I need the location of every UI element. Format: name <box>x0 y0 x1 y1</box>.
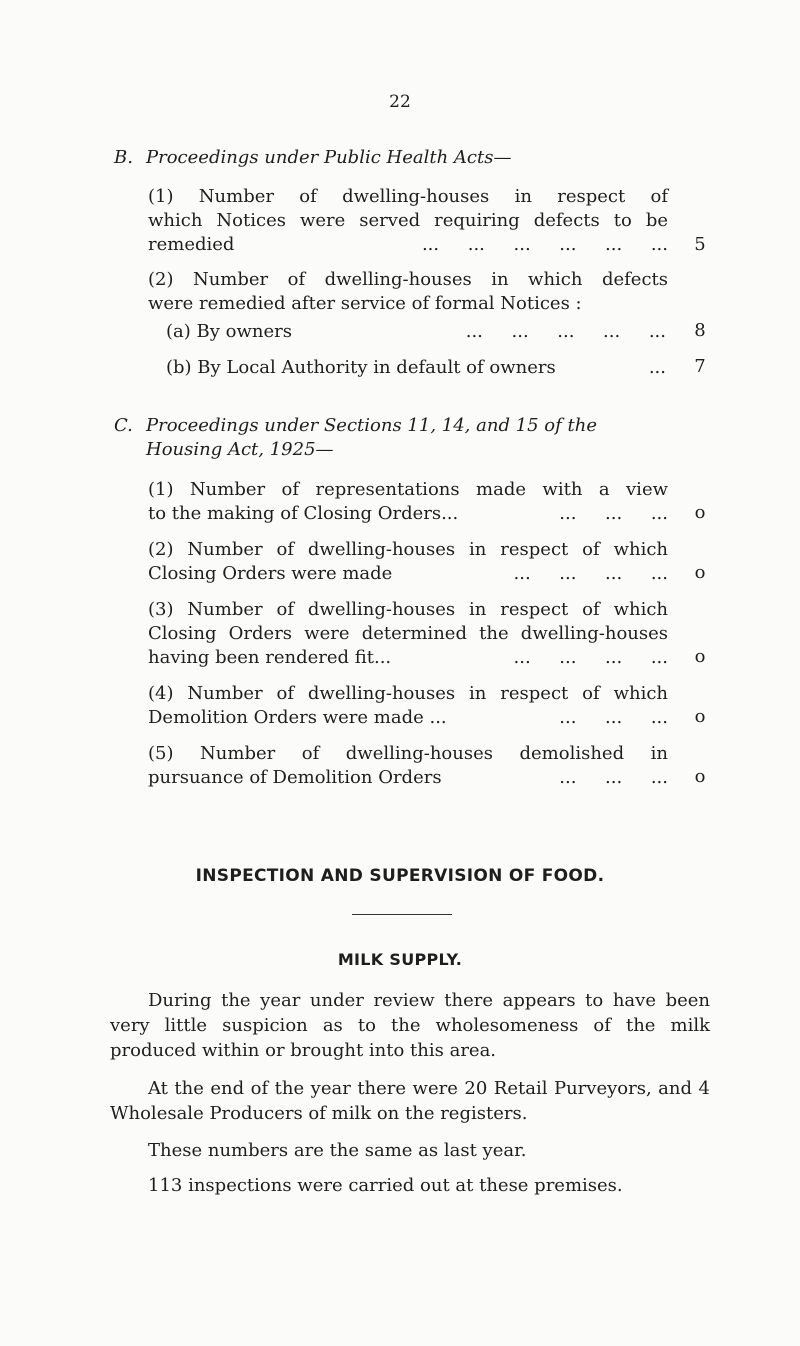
section-b-letter: B. <box>114 147 133 168</box>
section-c-item-1-line-2: to the making of Closing Orders... <box>148 503 459 524</box>
page-number: 22 <box>389 92 411 112</box>
section-c-item-5-line-1: (5) Number of dwelling-houses demolished in <box>148 743 668 764</box>
section-b-heading <box>114 146 714 170</box>
section-c-item-4-line-2: Demolition Orders were made ... <box>148 707 447 728</box>
section-b-title: Proceedings under Public Health Acts— <box>146 147 512 168</box>
leader-dots: ... ... ... ... <box>513 563 668 584</box>
section-c-item-2-line-1: (2) Number of dwelling-houses in respect of which <box>148 539 668 560</box>
section-b-item-2-line-2: were remedied after service of formal Notices : <box>148 293 582 314</box>
section-c-item-1-value: o <box>694 502 706 523</box>
section-c-item-5 <box>148 742 668 790</box>
section-b-item-1-value: 5 <box>694 234 706 255</box>
section-c-item-3-line-2: Closing Orders were determined the dwelling-houses <box>148 623 668 644</box>
section-c-item-2 <box>148 538 668 586</box>
section-c-item-3-value: o <box>694 646 706 667</box>
section-b-item-2b <box>166 356 666 380</box>
section-c-item-3-line-3: having been rendered fit... <box>148 647 392 668</box>
paragraph-3: These numbers are the same as last year. <box>148 1140 527 1161</box>
section-c-heading <box>114 414 714 462</box>
section-b-item-2b-label: (b) By Local Authority in default of owners <box>166 357 556 378</box>
section-c-item-5-line-2: pursuance of Demolition Orders <box>148 767 442 788</box>
section-c-item-4-line-1: (4) Number of dwelling-houses in respect of which <box>148 683 668 704</box>
leader-dots: ... ... ... ... ... ... <box>421 234 668 255</box>
paragraph-4: 113 inspections were carried out at these premises. <box>148 1175 623 1196</box>
section-c-letter: C. <box>114 415 133 436</box>
paragraph-1: During the year under review there appears to have been very little suspicion as to the wholesomeness of the milk produced within or brought into this area. <box>110 990 710 1061</box>
section-c-item-1 <box>148 478 668 526</box>
divider-rule <box>352 914 452 915</box>
paragraph-2: At the end of the year there were 20 Retail Purveyors, and 4 Wholesale Producers of milk on the registers. <box>110 1078 710 1124</box>
section-b-item-1-line-2: which Notices were served requiring defects to be <box>148 210 668 231</box>
leader-dots: ... ... ... <box>559 503 668 524</box>
section-c-item-3-line-1: (3) Number of dwelling-houses in respect of which <box>148 599 668 620</box>
section-c-item-4-value: o <box>694 706 706 727</box>
section-c-item-4 <box>148 682 668 730</box>
section-c-item-5-value: o <box>694 766 706 787</box>
section-b-item-2 <box>148 268 668 316</box>
section-c-title-line-2: Housing Act, 1925— <box>146 439 334 460</box>
section-c-item-2-line-2: Closing Orders were made <box>148 563 393 584</box>
leader-dots: ... ... ... ... <box>513 647 668 668</box>
section-b-item-2a-value: 8 <box>694 320 706 341</box>
section-c-item-3 <box>148 598 668 670</box>
section-b-item-2a-label: (a) By owners <box>166 321 292 342</box>
section-b-item-2a <box>166 320 666 344</box>
inspection-heading: INSPECTION AND SUPERVISION OF FOOD. <box>195 866 605 886</box>
leader-dots: ... ... ... <box>559 707 668 728</box>
section-c-item-1-line-1: (1) Number of representations made with a view <box>148 479 668 500</box>
leader-dots: ... <box>648 357 666 378</box>
section-c-title-line-1: Proceedings under Sections 11, 14, and 15 of the <box>146 415 598 436</box>
section-b-item-1-line-3: remedied <box>148 234 235 255</box>
milk-supply-heading: MILK SUPPLY. <box>337 950 463 969</box>
section-b-item-1 <box>148 185 668 257</box>
section-c-item-2-value: o <box>694 562 706 583</box>
leader-dots: ... ... ... <box>559 767 668 788</box>
section-b-item-2b-value: 7 <box>694 356 706 377</box>
section-b-item-2-line-1: (2) Number of dwelling-houses in which defects <box>148 269 668 290</box>
section-b-item-1-line-1: (1) Number of dwelling-houses in respect of <box>148 186 668 207</box>
leader-dots: ... ... ... ... ... <box>465 321 666 342</box>
